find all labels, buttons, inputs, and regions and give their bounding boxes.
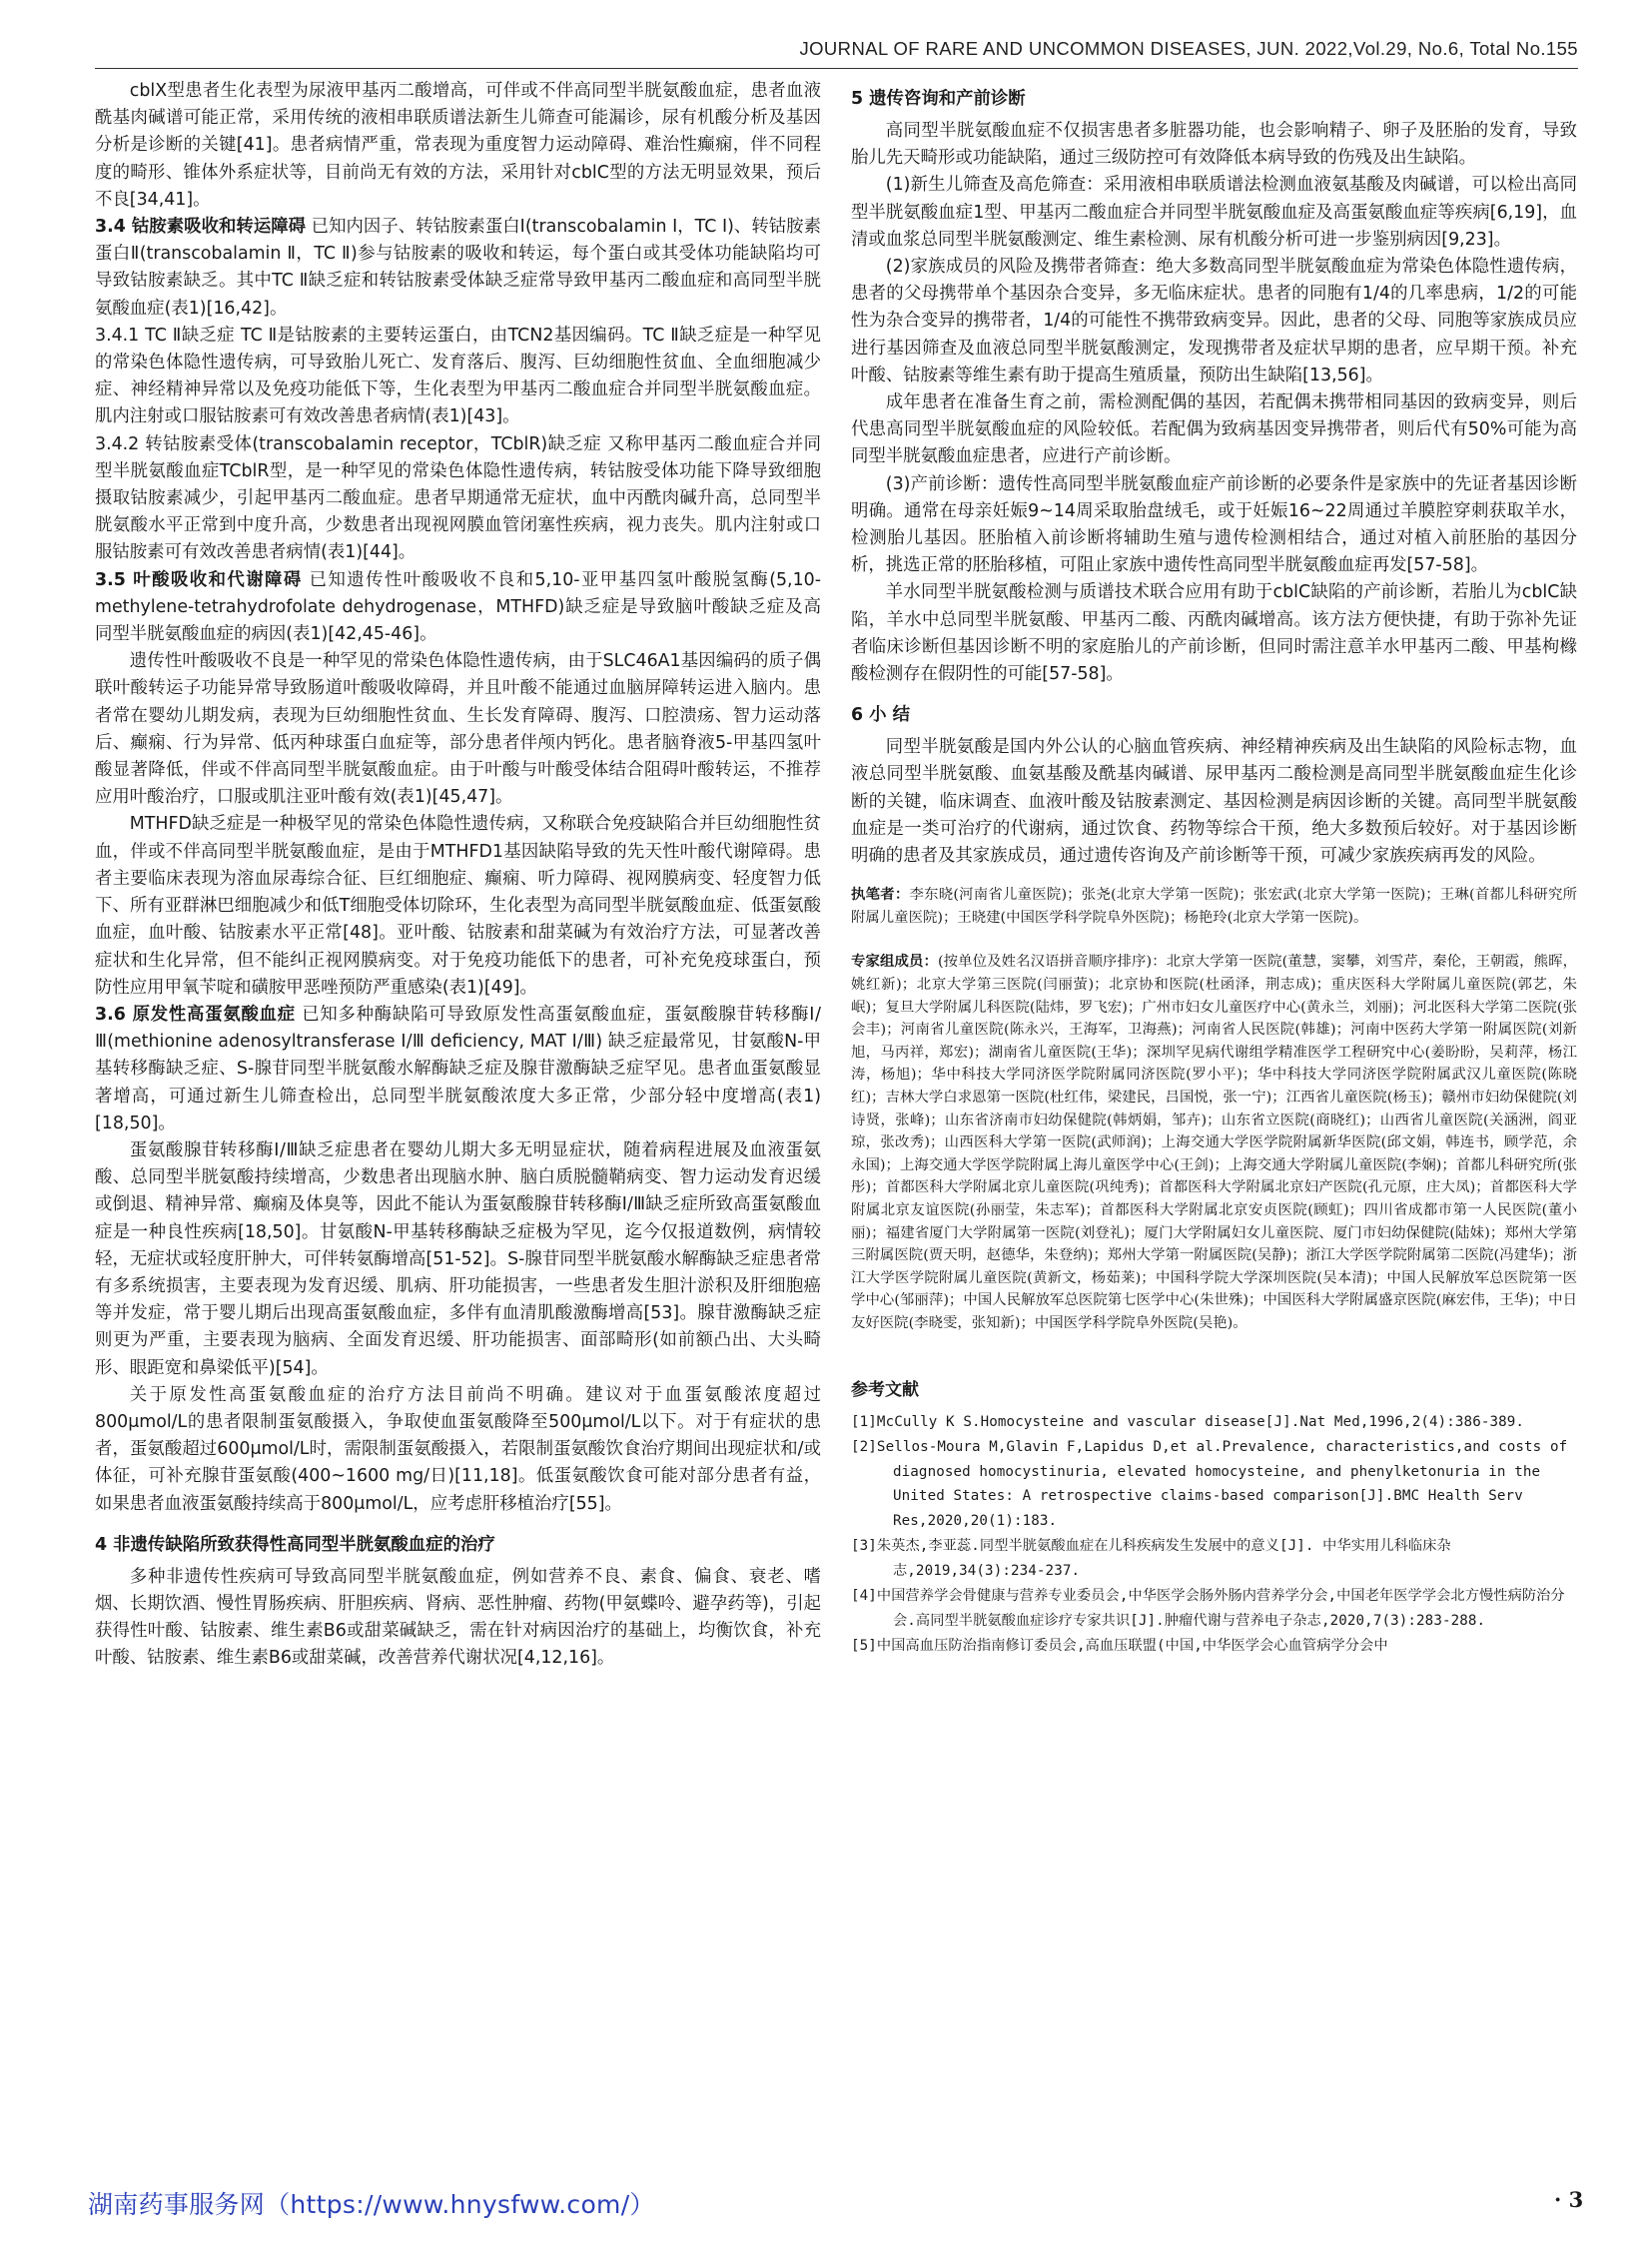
paragraph-text: 羊水同型半胱氨酸检测与质谱技术联合应用有助于cblC缺陷的产前诊断，若胎儿为cblC缺陷，羊水中总同型半胱氨酸、甲基丙二酸、丙酰肉碱增高。该方法方便快捷，有助于弥补先证者临床诊断但基因诊断不明的家庭胎儿的产前诊断，但同时需注意羊水甲基丙二酸、甲基枸橼酸检测存在假阴性的可能[57-58]。 [851, 582, 1577, 685]
body-paragraph [851, 389, 1577, 471]
paragraph-text: 高同型半胱氨酸血症不仅损害患者多脏器功能，也会影响精子、卵子及胚胎的发育，导致胎儿先天畸形或功能缺陷，通过三级防控可有效降低本病导致的伤残及出生缺陷。 [851, 121, 1577, 169]
right-column [851, 78, 1577, 1660]
subsection-title: 3.4 钴胺素吸收和转运障碍 [95, 217, 307, 238]
body-paragraph [95, 1564, 821, 1673]
body-paragraph [851, 118, 1577, 172]
section-heading: 6 小 结 [851, 705, 910, 726]
references-list [851, 1410, 1577, 1659]
writers-paragraph [851, 884, 1577, 929]
reference-item: [2]Sellos-Moura M,Glavin F,Lapidus D,et al.Prevalence, characteristics,and costs of diagnosed homocystinuria, elevated homocysteine, and phenylketonuria in the United States: A retrospective claims-based comparison[J].BMC Health Serv Res,2020,20(1):183. [851, 1439, 1568, 1529]
paragraph-text: (2)家族成员的风险及携带者筛查：绝大多数高同型半胱氨酸血症为常染色体隐性遗传病，患者的父母携带单个基因杂合变异，多无临床症状。患者的同胞有1/4的几率患病，1/2的可能性为杂合变异的携带者，1/4的可能性不携带致病变异。因此，患者的父母、同胞等家族成员应进行基因筛查及血液总同型半胱氨酸测定，发现携带者及症状早期的患者，应早期干预。补充叶酸、钴胺素等维生素有助于提高生殖质量，预防出生缺陷[13,56]。 [851, 257, 1577, 385]
body-paragraph [95, 214, 821, 323]
paragraph-text: 已知多种酶缺陷可导致原发性高蛋氨酸血症，蛋氨酸腺苷转移酶Ⅰ/Ⅲ(methionine adenosyltransferase Ⅰ/Ⅲ deficiency, MAT Ⅰ/Ⅲ) 缺乏症最常见，甘氨酸N-甲基转移酶缺乏症、S-腺苷同型半胱氨酸水解酶缺乏症及腺苷激酶缺乏症罕见。患者血蛋氨酸显著增高，可通过新生儿筛查检出，总同型半胱氨酸浓度大多正常，少部分轻中度增高(表1)[18,50]。 [95, 1004, 821, 1133]
paragraph-text: 已知遗传性叶酸吸收不良和5,10-亚甲基四氢叶酸脱氢酶(5,10-methylene-tetrahydrofolate dehydrogenase，MTHFD)缺乏症是导致脑叶酸缺乏症及高同型半胱氨酸血症的病因(表1)[42,45-46]。 [95, 569, 821, 645]
experts-text: (按单位及姓名汉语拼音顺序排序)：北京大学第一医院(董慧，窦攀，刘雪芹，秦伦，王朝霞，熊晖，姚红新)；北京大学第三医院(闫丽萤)；北京协和医院(杜函泽，荆志成)；重庆医科大学附属儿童医院(郭艺，朱岷)；复旦大学附属儿科医院(陆炜，罗飞宏)；广州市妇女儿童医疗中心(黄永兰，刘丽)；河北医科大学第二医院(张会丰)；河南省儿童医院(陈永兴，王海军，卫海燕)；河南省人民医院(韩雄)；河南中医药大学第一附属医院(刘新旭，马丙祥，郑宏)；湖南省儿童医院(王华)；深圳罕见病代谢组学精准医学工程研究中心(姜盼盼，吴莉萍，杨江涛，杨旭)；华中科技大学同济医学院附属同济医院(罗小平)；华中科技大学同济医学院附属武汉儿童医院(陈晓红)；吉林大学白求恩第一医院(杜红伟，梁建民，吕国悦，张一宁)；江西省儿童医院(杨玉)；赣州市妇幼保健院(刘诗贤，张峰)；山东省济南市妇幼保健院(韩炳娟，邹卉)；山东省立医院(商晓红)；山西省儿童医院(关涵洲，阎亚琼，张改秀)；山西医科大学第一医院(武师润)；上海交通大学医学院附属新华医院(邱文娟，韩连书，顾学范，余永国)；上海交通大学医学院附属上海儿童医学中心(王剑)；上海交通大学附属儿童医院(李娴)；首都儿科研究所(张彤)；首都医科大学附属北京儿童医院(巩纯秀)；首都医科大学附属北京妇产医院(孔元原，庄大凤)；首都医科大学附属北京友谊医院(孙丽莹，朱志军)；首都医科大学附属北京安贞医院(顾虹)；四川省成都市第一人民医院(董小丽)；福建省厦门大学附属第一医院(刘登礼)；厦门大学附属妇女儿童医院、厦门市妇幼保健院(陆妹)；郑州大学第三附属医院(贾天明，赵德华，朱登纳)；郑州大学第一附属医院(吴静)；浙江大学医学院附属第二医院(冯建华)；浙江大学医学院附属儿童医院(黄新文，杨茹莱)；中国科学院大学深圳医院(吴本清)；中国人民解放军总医院第一医学中心(邹丽萍)；中国人民解放军总医院第七医学中心(朱世殊)；中国医科大学附属盛京医院(麻宏伟，王华)；中日友好医院(李晓雯，张知新)；中国医学科学院阜外医院(吴艳)。 [851, 954, 1577, 1331]
paragraph-text: (1)新生儿筛查及高危筛查：采用液相串联质谱法检测血液氨基酸及肉碱谱，可以检出高同型半胱氨酸血症1型、甲基丙二酸血症合并同型半胱氨酸血症及高蛋氨酸血症等疾病[6,19]，血清或血浆总同型半胱氨酸测定、维生素检测、尿有机酸分析可进一步鉴别病因[9,23]。 [851, 175, 1577, 250]
paragraph-text: 3.4.2 转钴胺素受体(transcobalamin receptor，TCblR)缺乏症 又称甲基丙二酸血症合并同型半胱氨酸血症TCblR型，是一种罕见的常染色体隐性遗传病，转钴胺受体功能下降导致细胞摄取钴胺素减少，引起甲基丙二酸血症。患者早期通常无症状，血中丙酰肉碱升高，总同型半胱氨酸水平正常到中度升高，少数患者出现视网膜血管闭塞性疾病，视力丧失。肌内注射或口服钴胺素可有效改善患者病情(表1)[44]。 [95, 433, 821, 563]
body-paragraph [95, 811, 821, 1001]
body-paragraph [851, 579, 1577, 688]
body-paragraph [95, 1137, 821, 1382]
section-heading: 5 遗传咨询和产前诊断 [851, 89, 1026, 109]
paragraph-text: 同型半胱氨酸是国内外公认的心脑血管疾病、神经精神疾病及出生缺陷的风险标志物，血液总同型半胱氨酸、血氨基酸及酰基肉碱谱、尿甲基丙二酸检测是高同型半胱氨酸血症生化诊断的关键，临床调查、血液叶酸及钴胺素测定、基因检测是病因诊断的关键。高同型半胱氨酸血症是一类可治疗的代谢病，通过饮食、药物等综合干预，绝大多数预后较好。对于基因诊断明确的患者及其家族成员，通过遗传咨询及产前诊断等干预，可减少家族疾病再发的风险。 [851, 737, 1577, 867]
body-paragraph [95, 1382, 821, 1518]
right-column-body [851, 86, 1577, 870]
reference-item: [3]朱英杰,李亚蕊.同型半胱氨酸血症在儿科疾病发生发展中的意义[J]. 中华实用儿科临床杂志,2019,34(3):234-237. [851, 1538, 1451, 1579]
paragraph-text: 关于原发性高蛋氨酸血症的治疗方法目前尚不明确。建议对于血蛋氨酸浓度超过800μmol/L的患者限制蛋氨酸摄入，争取使血蛋氨酸降至500μmol/L以下。对于有症状的患者，蛋氨酸超过600μmol/L时，需限制蛋氨酸摄入，若限制蛋氨酸饮食治疗期间出现症状和/或体征，可补充腺苷蛋氨酸(400~1600 mg/日)[11,18]。低蛋氨酸饮食可能对部分患者有益，如果患者血液蛋氨酸持续高于800μmol/L，应考虑肝移植治疗[55]。 [95, 1384, 821, 1514]
page-number: · 3 [1554, 2187, 1584, 2212]
writers-block [851, 884, 1577, 929]
body-paragraph [95, 431, 821, 567]
experts-paragraph [851, 951, 1577, 1334]
body-paragraph [95, 648, 821, 811]
writers-label: 执笔者： [851, 886, 910, 904]
reference-item: [1]McCully K S.Homocysteine and vascular disease[J].Nat Med,1996,2(4):386-389. [851, 1413, 1525, 1430]
paragraph-text: 已知内因子、转钴胺素蛋白Ⅰ(transcobalamin Ⅰ，TC Ⅰ)、转钴胺素蛋白Ⅱ(transcobalamin Ⅱ，TC Ⅱ)参与钴胺素的吸收和转运，每个蛋白或其受体功能缺陷均可导致钴胺素缺乏。其中TC Ⅱ缺乏症和转钴胺素受体缺乏症常导致甲基丙二酸血症和高同型半胱氨酸血症(表1)[16,42]。 [95, 217, 821, 319]
paragraph-text: (3)产前诊断：遗传性高同型半胱氨酸血症产前诊断的必要条件是家族中的先证者基因诊断明确。通常在母亲妊娠9~14周采取胎盘绒毛，或于妊娠16~22周通过羊膜腔穿刺获取羊水，检测胎儿基因。胚胎植入前诊断将辅助生殖与遗传检测相结合，通过对植入前胚胎的基因分析，挑选正常的胚胎移植，可阻止家族中遗传性高同型半胱氨酸血症再发[57-58]。 [851, 473, 1577, 576]
body-paragraph [851, 471, 1577, 580]
body-paragraph [95, 323, 821, 431]
paragraph-text: 蛋氨酸腺苷转移酶Ⅰ/Ⅲ缺乏症患者在婴幼儿期大多无明显症状，随着病程进展及血液蛋氨酸、总同型半胱氨酸持续增高，少数患者出现脑水肿、脑白质脱髓鞘病变、智力运动发育迟缓或倒退、精神异常、癫痫及体臭等，因此不能认为蛋氨酸腺苷转移酶Ⅰ/Ⅲ缺乏症所致高蛋氨酸血症是一种良性疾病[18,50]。甘氨酸N-甲基转移酶缺乏症极为罕见，迄今仅报道数例，病情较轻，无症状或轻度肝肿大，可伴转氨酶增高[51-52]。S-腺苷同型半胱氨酸水解酶缺乏症患者常有多系统损害，主要表现为发育迟缓、肌病、肝功能损害，一些患者发生胆汁淤积及肝细胞癌等并发症，常于婴儿期后出现高蛋氨酸血症，多伴有血清肌酸激酶增高[53]。腺苷激酶缺乏症则更为严重，主要表现为脑病、全面发育迟缓、肝功能损害、面部畸形(如前额凸出、大头畸形、眼距宽和鼻梁低平)[54]。 [95, 1139, 821, 1378]
references-title: 参考文献 [851, 1379, 919, 1400]
section-heading: 4 非遗传缺陷所致获得性高同型半胱氨酸血症的治疗 [95, 1534, 495, 1555]
paragraph-text: 3.4.1 TC Ⅱ缺乏症 TC Ⅱ是钴胺素的主要转运蛋白，由TCN2基因编码。TC Ⅱ缺乏症是一种罕见的常染色体隐性遗传病，可导致胎儿死亡、发育落后、腹泻、巨幼细胞性贫血、全血细胞减少症、神经精神异常以及免疫功能低下等，生化表型为甲基丙二酸血症合并同型半胱氨酸血症。肌内注射或口服钴胺素可有效改善患者病情(表1)[43]。 [95, 325, 821, 427]
paragraph-text: 成年患者在准备生育之前，需检测配偶的基因，若配偶未携带相同基因的致病变异，则后代患高同型半胱氨酸血症的风险较低。若配偶为致病基因变异携带者，则后代有50%可能为高同型半胱氨酸血症患者，应进行产前诊断。 [851, 392, 1577, 467]
body-paragraph [851, 254, 1577, 389]
paragraph-text: MTHFD缺乏症是一种极罕见的常染色体隐性遗传病，又称联合免疫缺陷合并巨幼细胞性贫血，伴或不伴高同型半胱氨酸血症，是由于MTHFD1基因缺陷导致的先天性叶酸代谢障碍。患者主要临床表现为溶血尿毒综合征、巨红细胞症、癫痫、听力障碍、视网膜病变、轻度智力低下、所有亚群淋巴细胞减少和低T细胞受体切除环，生化表型为高同型半胱氨酸血症、低蛋氨酸血症，血叶酸、钴胺素水平正常[48]。亚叶酸、钴胺素和甜菜碱为有效治疗方法，可显著改善症状和生化异常，但不能纠正视网膜病变。对于免疫功能低下的患者，可补充免疫球蛋白，预防性应用甲氧苄啶和磺胺甲恶唑预防严重感染(表1)[49]。 [95, 814, 821, 998]
body-paragraph [851, 734, 1577, 870]
body-paragraph [95, 78, 821, 214]
experts-block [851, 951, 1577, 1334]
journal-header: JOURNAL OF RARE AND UNCOMMON DISEASES, JUN. 2022,Vol.29, No.6, Total No.155 [95, 38, 1578, 69]
body-paragraph [851, 172, 1577, 254]
experts-label: 专家组成员： [851, 953, 938, 971]
body-paragraph [95, 1002, 821, 1137]
footer-website-link[interactable]: 湖南药事服务网（https://www.hnysfww.com/） [88, 2190, 655, 2219]
subsection-title: 3.5 叶酸吸收和代谢障碍 [95, 569, 303, 590]
reference-item: [4]中国营养学会骨健康与营养专业委员会,中华医学会肠外肠内营养学分会,中国老年医学学会北方慢性病防治分会.高同型半胱氨酸血症诊疗专家共识[J].肿瘤代谢与营养电子杂志,2020,7(3):283-288. [851, 1588, 1565, 1629]
reference-item: [5]中国高血压防治指南修订委员会,高血压联盟(中国,中华医学会心血管病学分会中 [851, 1638, 1388, 1655]
body-paragraph [95, 567, 821, 649]
paragraph-text: 多种非遗传性疾病可导致高同型半胱氨酸血症，例如营养不良、素食、偏食、衰老、嗜烟、长期饮酒、慢性胃肠疾病、肝胆疾病、肾病、恶性肿瘤、药物(甲氨蝶呤、避孕药等)，引起获得性叶酸、钴胺素、维生素B6或甜菜碱缺乏，需在针对病因治疗的基础上，均衡饮食，补充叶酸、钴胺素、维生素B6或甜菜碱，改善营养代谢状况[4,12,16]。 [95, 1566, 821, 1669]
paragraph-text: cblX型患者生化表型为尿液甲基丙二酸增高，可伴或不伴高同型半胱氨酸血症，患者血液酰基肉碱谱可能正常，采用传统的液相串联质谱法新生儿筛查可能漏诊，尿有机酸分析及基因分析是诊断的关键[41]。患者病情严重，常表现为重度智力运动障碍、难治性癫痫，伴不同程度的畸形、锥体外系症状等，目前尚无有效的方法，采用针对cblC型的方法无明显效果，预后不良[34,41]。 [95, 81, 821, 210]
writers-text: 李东晓(河南省儿童医院)；张尧(北京大学第一医院)；张宏武(北京大学第一医院)；王琳(首都儿科研究所附属儿童医院)；王晓建(中国医学科学院阜外医院)；杨艳玲(北京大学第一医院)。 [851, 887, 1577, 926]
left-column [95, 78, 821, 1673]
subsection-title: 3.6 原发性高蛋氨酸血症 [95, 1004, 296, 1025]
paragraph-text: 遗传性叶酸吸收不良是一种罕见的常染色体隐性遗传病，由于SLC46A1基因编码的质子偶联叶酸转运子功能异常导致肠道叶酸吸收障碍，并且叶酸不能通过血脑屏障转运进入脑内。患者常在婴幼儿期发病，表现为巨幼细胞性贫血、生长发育障碍、腹泻、口腔溃疡、智力运动落后、癫痫、行为异常、低丙种球蛋白血症等，部分患者伴颅内钙化。患者脑脊液5-甲基四氢叶酸显著降低，伴或不伴高同型半胱氨酸血症。由于叶酸与叶酸受体结合阻碍叶酸转运，不推荐应用叶酸治疗，口服或肌注亚叶酸有效(表1)[45,47]。 [95, 651, 821, 808]
